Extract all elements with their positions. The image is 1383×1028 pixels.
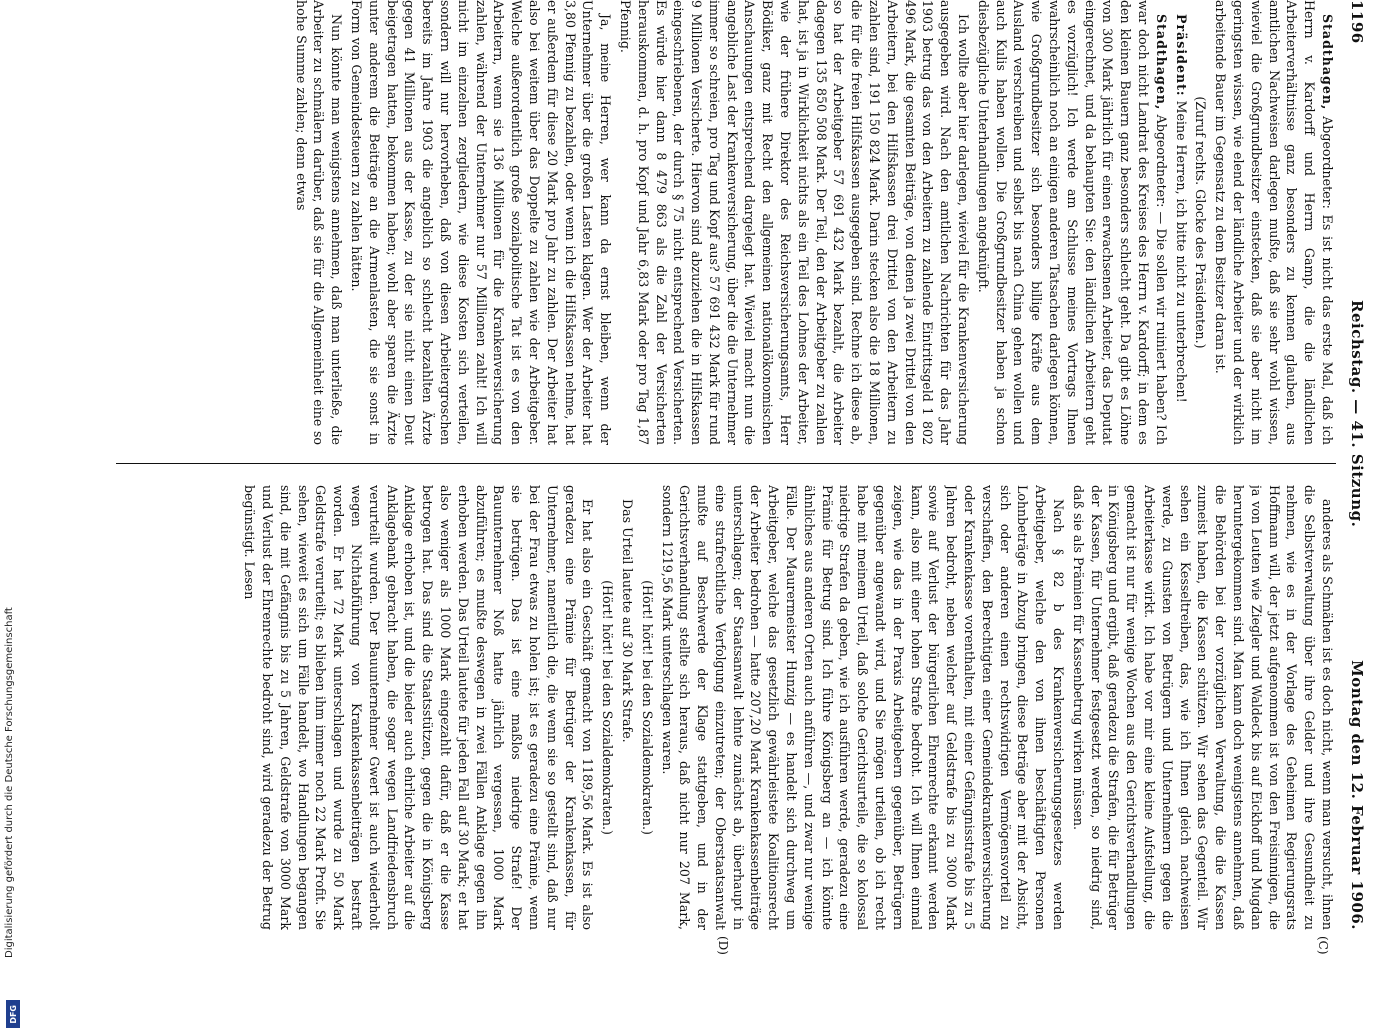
funding-credit-text: Digitalisierung gefördert durch die Deutsche Forschungsgemeinschaft: [4, 607, 15, 958]
paragraph-text: anderes als Schmähen ist es doch nicht, wenn man versucht, ihnen die Selbstverwaltung über ihre Gelder und ihre Gesundheit zu nehmen, wie es in der Vorlage des Geheimen Regierungsrats Hoffmann will, der jetzt aufgenommen ist von den Freisinnigen, die ja von Leuten wie Ziegler und Waldeck bis auf Eickhoff und Mugdan heruntergekommen sind. Man kann doch wenigstens annehmen, daß die Behörden bei der vorzüglichen Verwaltung, die die Kassen zumeist haben, die Kassen schützen. Wir sehen das Gegenteil. Wir sehen ein Kesseltreiben, das, wie ich Ihnen gleich nachweisen werde, zu Gunsten von Betrügern und Unternehmern gegen die Arbeiterkasse wirkt. Ich habe vor mir eine kleine Aufstellung, die gemacht ist nur für wenige Wochen aus den Gerichtsverhandlungen in Königsberg und ergibt, daß geradezu die Strafen, die für Betrüger der Kassen, für Unternehmer festgesetzt werden, so niedrig sind, daß sie als Prämien für Kassenbetrug wirken müssen.: [1070, 485, 1335, 930]
dfg-logo-icon: [6, 1000, 20, 1028]
paragraph: [974, 0, 1170, 445]
paragraph: [598, 485, 616, 930]
page-number: 1196: [1348, 0, 1366, 44]
paragraph-text: (Hört! hört! bei den Sozialdemokraten.): [600, 580, 616, 835]
paragraph: [616, 0, 972, 445]
page-content: [80, 0, 1370, 955]
margin-marker-c: (C): [1316, 936, 1330, 955]
paragraph-text: Meine Herren, ich bitte nicht zu unterbrechen!: [1173, 100, 1189, 403]
column-divider: [116, 463, 1336, 464]
paragraph: [618, 485, 636, 930]
paragraph: [1069, 485, 1336, 930]
speaker-name: Präsident:: [1173, 14, 1189, 97]
paragraph-text: Abgeordneter: — Die sollen wir ruiniert haben? Ich war doch nicht Landrat des Kreises des Herrn v. Kardorff; in dem es den kleinen Bauern ganz besonders schlecht geht. Da gibt es Löhne von 300 Mark jährlich für einen erwachsenen Arbeiter, das Deputat eingerechnet, und da behaupten Sie: den ländlichen Arbeitern geht es vorzüglich! Ich werde am Schlusse meines Vortrags Ihnen wahrscheinlich noch an einigen anderen Tatsachen darlegen können, wie Großgrundbesitzer sich besonders billige Kräfte aus dem Ausland verschreiben und selbst bis nach China gehen wollen und auch Kulis haben wollen. Die Großgrundbesitzer haben ja schon diesbezügliche Unterhandlungen angeknüpft.: [975, 0, 1169, 445]
left-column: [116, 0, 1336, 445]
paragraph-text: Nach § 82 b des Krankenversicherungsgesetzes werden Arbeitgeber, welche den von ihnen beschäftigten Personen Lohnbeträge in Abzug bringen, diese Beträge aber mit der Absicht, sich oder anderen einen rechtswidrigen Vermögensvorteil zu verschaffen, den Berechtigten einer Gemeindekrankenversicherung oder Krankenkasse vorenthalten, mit einer Gefängnisstrafe bis zu 5 Jahren bedroht, neben welcher auf Geldstrafe bis zu 3000 Mark sowie auf Verlust der bürgerlichen Ehrenrechte erkannt werden kann, also mit einer hohen Strafe bedroht. Ich will Ihnen einmal zeigen, wie das in der Praxis Arbeitgebern gegenüber, Betrügern gegenüber angewandt wird, und Sie mögen urteilen, ob ich recht habe mit meinem Urteil, daß solche Gerichtsurteile, die so kolossal niedrige Strafen da geben, wie ich ausführen werde, geradezu eine Prämie für Betrug sind. Ich führe Königsberg an — ich könnte ähnliches aus anderen Orten auch anführen —, und zwar nur wenige Fälle. Der Maurermeister Hunzig — es handelt sich durchweg um Arbeitgeber, welche das gesetzlich gewährleistete Koalitionsrecht der Arbeiter bedrohen — hatte 207,20 Mark Krankenkassenbeiträge unterschlagen; der Staatsanwalt lehnte zunächst ab, überhaupt in eine strafrechtliche Verfolgung einzutreten; der Oberstaatsanwalt mußte auf Beschwerde der Klage stattgeben, und in der Gerichtsverhandlung stellte sich heraus, daß nicht nur 207 Mark, sondern 1219,56 Mark unterschlagen waren.: [659, 485, 1067, 930]
speaker-name: Stadthagen,: [1153, 14, 1169, 111]
paragraph-text: Das Urteil lautete auf 30 Mark Strafe.: [619, 499, 635, 743]
page-header: [1342, 0, 1370, 930]
paragraph-text: Ja, meine Herren, wer kann da ernst bleiben, wenn der Unternehmer über die großen Lasten klagen. Wer der Arbeiter hat 3,80 Pfennig zu bezahlen, oder wenn ich die Hilfskassen nehme, hat er außerdem für diese 20 Mark pro Jahr zu zahlen. Der Arbeiter hat also bei weitem über das Doppelte zu zahlen wie der Arbeitgeber. Welche außerordentlich große sozialpolitische Tat ist es von den Arbeitern, wenn sie 136 Millionen für die Krankenversicherung zahlen, während der Unternehmer nur 57 Millionen zahlt! Ich will nicht im einzelnen zergliedern, wie diese Kosten sich verteilen, sondern will nur hervorheben, daß von diesen Arbeitergroschen bereits im Jahre 1903 die angeblich so schlecht bezahlten Ärzte gegen 41 Millionen aus der Kasse, zu der sie nicht einen Deut beigetragen hatten, bekommen haben; wohl aber sparen die Ärzte unter anderem die Beiträge an die Armenlasten, die sie sonst in Form von Gemeindesteuern zu zahlen hätten.: [348, 0, 614, 445]
margin-marker-d: (D): [716, 936, 730, 955]
paragraph: [292, 0, 345, 445]
paragraph-text: Er hat also ein Geschäft gemacht von 1189,56 Mark. Es ist also geradezu eine Prämie für Betrüger der Krankenkassen, für Unternehmer, namentlich die, die wenn sie so gestellt sind, daß nur bei der Frau etwas zu holen ist; ist es geradezu eine Prämie, wenn sie betrügen. Das ist eine maßlos niedrige Strafe! Der Bauunternehmer Noß hatte jährlich vergessen, 1000 Mark abzuführen; es mußte deswegen in zwei Fällen Anklage gegen ihn erhoben werden. Das Urteil lautete für jeden Fall auf 30 Mark; er hat also weniger als 1000 Mark eingezahlt dafür, daß er die Kasse betrogen hat. Das sind die Staatsstützen, gegen die in Königsberg Anklage erhoben ist, und die bieder auch ehrliche Arbeiter auf die Anklagebank gebracht haben, die sogar wegen Landfriedensbruch verurteilt wurden. Der Bauunternehmer Gwert ist auch wiederholt wegen Nichtabführung von Krankenkassenbeiträgen bestraft worden. Er hat 72 Mark unterschlagen und wurde zu 50 Mark Geldstrafe verurteilt; es blieben ihm immer noch 22 Mark Profit. Sie sehen, wieweit es sich um Fälle handelt, wo Handlungen begangen sind, die mit Gefängnis bis zu 5 Jahren, Geldstrafe von 3000 Mark und Verlust der Ehrenrechte bedroht sind, wird geradezu der Betrug begünstigt. Lesen: [242, 485, 596, 930]
paragraph-text: (Hört! hört! bei den Sozialdemokraten.): [639, 580, 655, 835]
speaker-name: Stadthagen,: [1320, 14, 1335, 111]
paragraph: [240, 485, 596, 930]
paragraph-text: Nun könnte man wenigstens annehmen, daß man unterließe, die Arbeiter zu schmälern darüber, daß sie für die Allgemeinheit eine so hohe Summe zahlen; denn etwas: [293, 0, 345, 445]
paragraph: [347, 0, 614, 445]
paragraph: [658, 485, 1067, 930]
paragraph: [1172, 0, 1190, 445]
right-column: [116, 485, 1336, 930]
paragraph-text: Abgeordneter: Es ist nicht das erste Mal, daß ich Herrn v. Kardorff und Herrn Gamp, die die ländlichen Arbeiterverhältnisse ganz besonders zu kennen glauben, aus amtlichen Nachweisen darlegen mußte, daß sie sehr wohl wissen, wieviel die Großgrundbesitzer einstecken, daß sie aber nicht im geringsten wissen, wie elend der ländliche Arbeiter und der wirklich arbeitende Bauer im Gegensatz zu dem Besitzer daran ist.: [1213, 0, 1335, 445]
paragraph: [1192, 0, 1210, 445]
dfg-logo-text: DFG: [8, 1004, 18, 1024]
paragraph-text: (Zuruf rechts. Glocke des Präsidenten.): [1193, 96, 1209, 349]
paragraph: [1211, 0, 1336, 445]
page-title: Reichstag. — 41. Sitzung.: [1348, 300, 1366, 528]
rotated-page: [80, 0, 1370, 955]
paragraph: [638, 485, 656, 930]
paragraph-text: Ich wollte aber hier darlegen, wieviel für die Krankenversicherung ausgegeben wird. Nach den amtlichen Nachrichten für das Jahr 1903 betrug das von den Arbeitern zu zahlende Eintrittsgeld 1 802 496 Mark, die gesamten Beiträge, von denen ja zwei Drittel von den Arbeitern, bei den Hilfskassen drei Drittel von den Arbeitern zu zahlen sind, 191 150 824 Mark. Darin stecken also die 18 Millionen, die für die freien Hilfskassen ausgegeben sind. Rechne ich diese ab, so hat der Arbeitgeber 57 691 432 Mark bezahlt, die Arbeiter dagegen 135 850 508 Mark. Der Teil, den der Arbeitgeber zu zahlen hat, ist ja in Wirklichkeit nichts als ein Teil des Lohnes der Arbeiter, wie der frühere Direktor des Reichsversicherungsamts, Herr Bödiker, ganz mit Recht den allgemeinen nationalökonomischen Anschauungen entsprechend dargelegt hat. Wieviel macht nun die angebliche Last der Krankenversicherung, über die die Unternehmer immer so schreien, pro Tag und Kopf aus? 57 691 432 Mark für rund 9 Millionen Versicherte. Hiervon sind abzuziehen die in Hilfskassen eingeschriebenen, der durch § 75 nicht entsprechend Versicherten. Es würde hier dann 8 479 863 als die Zahl der Versicherten herauskommen, d. h. pro Kopf und Jahr 6,83 Mark oder pro Tag 1,87 Pfennig.: [617, 0, 972, 445]
sidebar-credit: [4, 38, 20, 1024]
page-date: Montag den 12. Februar 1906.: [1348, 660, 1366, 930]
